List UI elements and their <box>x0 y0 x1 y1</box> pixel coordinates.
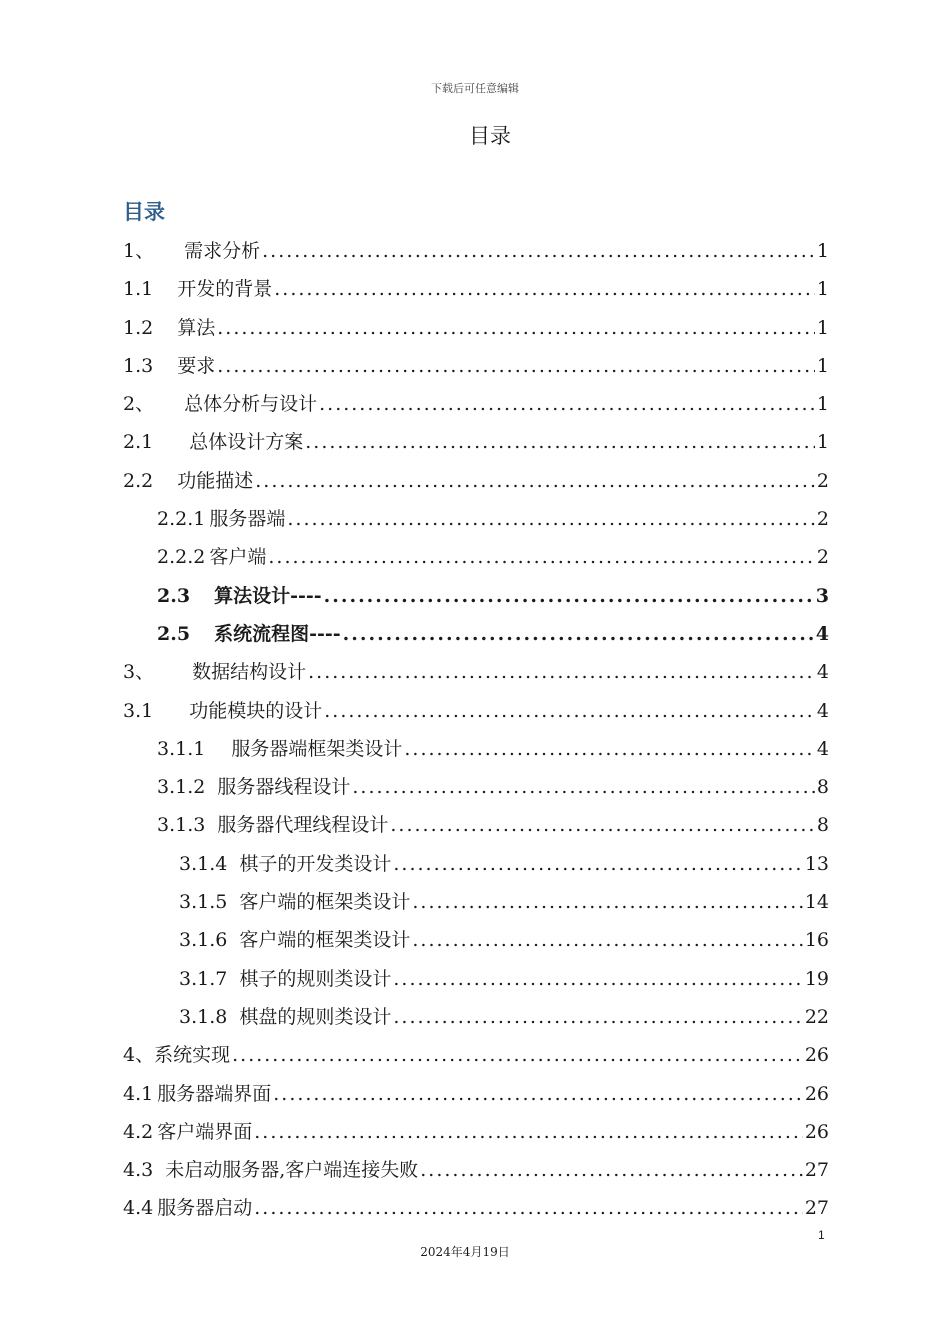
toc-dot-leader <box>254 1113 803 1151</box>
toc-entry-page: 1 <box>816 354 829 377</box>
toc-dot-leader <box>412 883 802 921</box>
toc-dot-leader <box>412 921 802 959</box>
toc-entry-number: 4.4 <box>123 1197 154 1220</box>
toc-dot-leader <box>420 1151 803 1189</box>
toc-entry[interactable] <box>123 768 829 806</box>
toc-dot-leader <box>393 960 802 998</box>
toc-entry-page: 1 <box>816 278 829 301</box>
toc-entry[interactable] <box>123 385 829 423</box>
toc-entry-label: 要求 <box>177 354 216 377</box>
toc-entry-page: 1 <box>816 316 829 339</box>
toc-dot-leader <box>262 232 815 270</box>
toc-entry-label: 服务器端框架类设计 <box>231 737 403 760</box>
toc-dot-leader <box>390 806 815 844</box>
toc-dot-leader <box>232 1036 803 1074</box>
toc-entry-number: 2.2 <box>123 469 154 492</box>
toc-entry-number: 3.1.2 <box>157 776 206 799</box>
toc-entry-page: 4 <box>815 622 829 645</box>
toc-entry-page: 3 <box>815 584 829 607</box>
toc-entry-number: 3.1.7 <box>179 967 228 990</box>
toc-dot-leader <box>393 845 802 883</box>
toc-dot-leader <box>308 653 815 691</box>
toc-entry-number: 2.2.1 <box>157 508 206 531</box>
toc-entry-label: 服务器线程设计 <box>217 776 351 799</box>
toc-entry-page: 4 <box>816 661 829 684</box>
toc-dot-leader <box>273 1075 803 1113</box>
toc-entry-label: 总体设计方案 <box>189 431 304 454</box>
toc-entry-number: 3.1 <box>123 699 154 722</box>
toc-entry-page: 27 <box>804 1197 829 1220</box>
toc-entry[interactable] <box>123 538 829 576</box>
toc-entry[interactable] <box>123 998 829 1036</box>
toc-dot-leader <box>217 347 815 385</box>
table-of-contents <box>123 232 829 1228</box>
toc-entry-page: 26 <box>804 1082 829 1105</box>
toc-entry-label: 系统实现 <box>154 1044 231 1067</box>
toc-dot-leader <box>404 730 815 768</box>
header-note: 下载后可任意编辑 <box>431 82 519 95</box>
toc-entry-number: 1.3 <box>123 354 154 377</box>
toc-entry-page: 19 <box>804 967 829 990</box>
toc-dot-leader <box>274 270 815 308</box>
toc-dot-leader <box>324 577 814 615</box>
toc-entry-number: 4.2 <box>123 1120 154 1143</box>
toc-entry-number: 3、 <box>123 661 155 684</box>
toc-entry-label: 总体分析与设计 <box>184 393 318 416</box>
toc-entry[interactable] <box>123 1113 829 1151</box>
toc-entry-number: 4、 <box>123 1044 155 1067</box>
toc-entry-label: 系统流程图---- <box>214 622 341 645</box>
toc-entry[interactable] <box>123 1036 829 1074</box>
toc-dot-leader <box>343 615 814 653</box>
toc-entry-number: 3.1.3 <box>157 814 206 837</box>
toc-dot-leader <box>305 423 815 461</box>
toc-entry[interactable] <box>123 462 829 500</box>
toc-entry-number: 3.1.4 <box>179 852 228 875</box>
toc-entry[interactable] <box>123 921 829 959</box>
toc-entry-label: 数据结构设计 <box>192 661 307 684</box>
toc-dot-leader <box>287 500 815 538</box>
toc-entry-number: 1、 <box>123 240 155 262</box>
toc-entry-number: 4.3 <box>123 1159 154 1182</box>
toc-entry-label: 服务器代理线程设计 <box>217 814 389 837</box>
toc-entry-number: 3.1.6 <box>179 929 228 952</box>
toc-entry[interactable] <box>123 960 829 998</box>
toc-entry-page: 13 <box>804 852 829 875</box>
toc-dot-leader <box>324 692 815 730</box>
toc-entry-page: 27 <box>804 1159 829 1182</box>
toc-entry[interactable] <box>123 883 829 921</box>
toc-dot-leader <box>393 998 802 1036</box>
toc-entry[interactable] <box>123 1189 829 1227</box>
toc-entry[interactable] <box>123 806 829 844</box>
toc-heading: 目录 <box>123 200 165 224</box>
toc-entry-number: 2.2.2 <box>157 546 206 569</box>
toc-entry-page: 22 <box>804 1005 829 1028</box>
toc-entry[interactable] <box>123 500 829 538</box>
toc-dot-leader <box>254 1189 803 1227</box>
toc-entry-label: 棋盘的规则类设计 <box>239 1005 392 1028</box>
toc-entry[interactable] <box>123 232 829 270</box>
toc-entry-page: 14 <box>804 891 829 914</box>
toc-entry-label: 客户端界面 <box>157 1120 253 1143</box>
document-title: 目录 <box>469 124 511 148</box>
toc-entry[interactable] <box>123 1151 829 1189</box>
toc-entry[interactable] <box>123 692 829 730</box>
toc-entry-label: 棋子的开发类设计 <box>239 852 392 875</box>
toc-entry-page: 16 <box>804 929 829 952</box>
footer-date: 2024年4月19日 <box>420 1245 510 1259</box>
toc-entry-label: 算法 <box>177 316 216 339</box>
toc-entry-label: 客户端的框架类设计 <box>239 929 411 952</box>
toc-entry-number: 2.5 <box>157 622 191 645</box>
toc-entry[interactable] <box>123 309 829 347</box>
toc-dot-leader <box>255 462 815 500</box>
toc-dot-leader <box>217 309 815 347</box>
toc-entry-page: 4 <box>816 699 829 722</box>
toc-entry-number: 2.1 <box>123 431 154 454</box>
toc-entry-number: 2.3 <box>157 584 191 607</box>
toc-entry-page: 8 <box>816 776 829 799</box>
toc-dot-leader <box>319 385 815 423</box>
footer-page-number: 1 <box>818 1228 825 1242</box>
toc-entry[interactable] <box>123 347 829 385</box>
toc-entry-number: 3.1.5 <box>179 891 228 914</box>
toc-entry-label: 服务器端 <box>209 508 286 531</box>
toc-entry-page: 26 <box>804 1044 829 1067</box>
toc-entry-label: 功能描述 <box>177 469 254 492</box>
toc-entry-label: 需求分析 <box>184 240 261 262</box>
toc-entry-page: 2 <box>816 508 829 531</box>
toc-entry-number: 4.1 <box>123 1082 154 1105</box>
toc-entry-label: 棋子的规则类设计 <box>239 967 392 990</box>
toc-entry-page: 26 <box>804 1120 829 1143</box>
toc-entry-number: 1.2 <box>123 316 154 339</box>
toc-entry-label: 未启动服务器,客户端连接失败 <box>165 1159 419 1182</box>
toc-entry-number: 2、 <box>123 393 155 416</box>
toc-entry-page: 2 <box>816 546 829 569</box>
toc-entry[interactable] <box>123 577 829 615</box>
toc-entry-page: 1 <box>816 393 829 416</box>
toc-entry[interactable] <box>123 423 829 461</box>
toc-entry-number: 3.1.1 <box>157 737 206 760</box>
toc-entry-label: 开发的背景 <box>177 278 273 301</box>
toc-entry-label: 客户端的框架类设计 <box>239 891 411 914</box>
toc-entry-page: 4 <box>816 737 829 760</box>
toc-entry-page: 8 <box>816 814 829 837</box>
toc-entry-label: 功能模块的设计 <box>189 699 323 722</box>
toc-entry-label: 算法设计---- <box>214 584 322 607</box>
toc-entry[interactable] <box>123 845 829 883</box>
toc-entry-label: 客户端 <box>209 546 267 569</box>
toc-entry-number: 1.1 <box>123 278 154 301</box>
toc-dot-leader <box>352 768 815 806</box>
toc-entry-page: 2 <box>816 469 829 492</box>
toc-entry-page: 1 <box>816 431 829 454</box>
toc-entry[interactable] <box>123 615 829 653</box>
toc-entry-label: 服务器启动 <box>157 1197 253 1220</box>
toc-entry-number: 3.1.8 <box>179 1005 228 1028</box>
toc-dot-leader <box>268 538 815 576</box>
toc-entry[interactable] <box>123 1075 829 1113</box>
toc-entry[interactable] <box>123 270 829 308</box>
toc-entry[interactable] <box>123 653 829 691</box>
toc-entry[interactable] <box>123 730 829 768</box>
toc-entry-page: 1 <box>816 240 829 262</box>
toc-entry-label: 服务器端界面 <box>157 1082 272 1105</box>
